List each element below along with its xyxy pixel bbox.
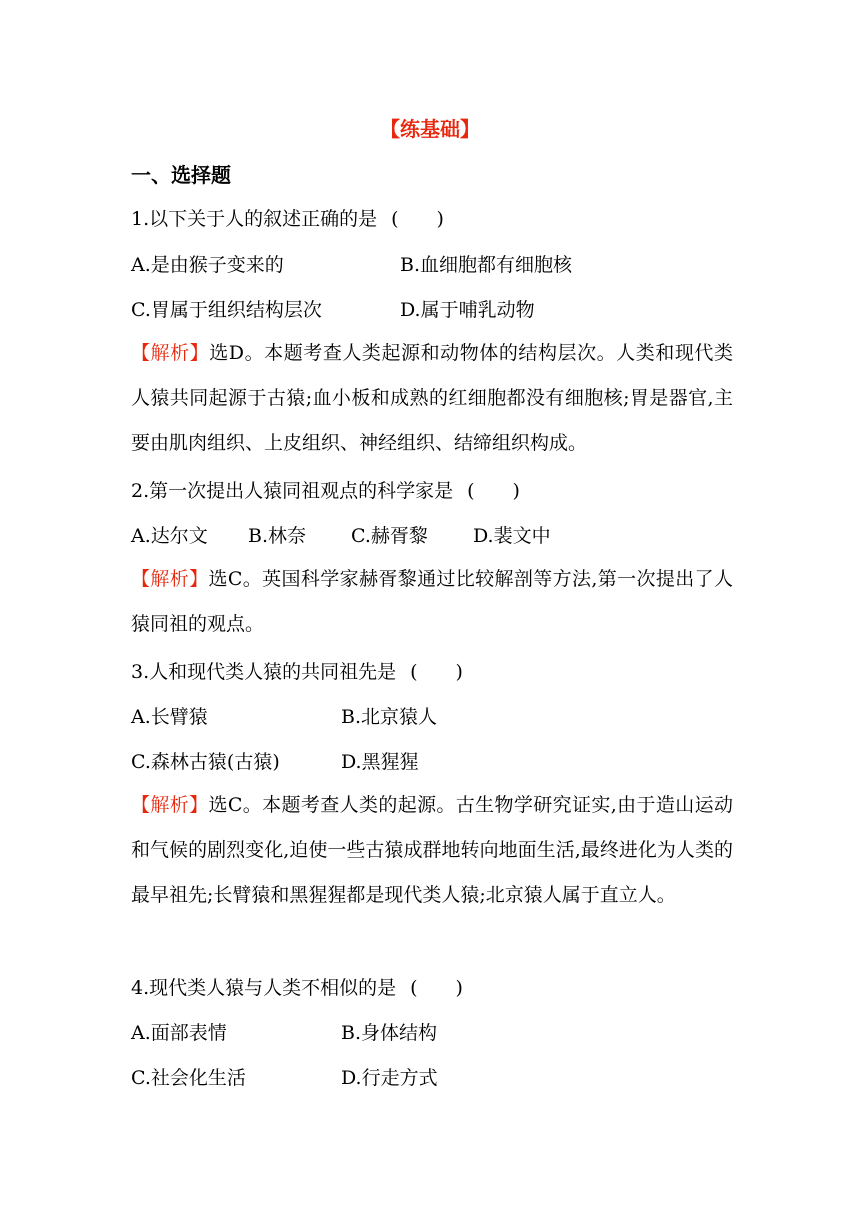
question-2-option-b: B.林奈 (248, 525, 307, 547)
analysis-label: 【解析】 (131, 568, 209, 590)
question-3-analysis: 【解析】选C。本题考查人类的起源。古生物学研究证实,由于造山运动和气候的剧烈变化,迫使一些古猿成群地转向地面生活,最终进化为人类的最早祖先;长臂猿和黑猩猩都是现代类人猿;北京猿人属于直立人。 (131, 794, 733, 906)
question-2-option-c: C.赫胥黎 (351, 525, 428, 547)
question-3-option-b: B.北京猿人 (341, 706, 438, 728)
question-4-option-b: B.身体结构 (341, 1022, 438, 1044)
question-4-option-c: C.社会化生活 (131, 1067, 246, 1089)
analysis-label: 【解析】 (131, 794, 209, 816)
question-2-analysis: 【解析】选C。英国科学家赫胥黎通过比较解剖等方法,第一次提出了人猿同祖的观点。 (131, 568, 733, 635)
page-heading: 【练基础】 (380, 117, 480, 141)
question-2-option-a: A.达尔文 (131, 525, 208, 547)
question-3-option-c: C.森林古猿(古猿) (131, 751, 280, 773)
question-1-option-c: C.胃属于组织结构层次 (131, 299, 322, 321)
question-3-option-a: A.长臂猿 (131, 706, 208, 728)
question-1-option-a: A.是由猴子变来的 (131, 254, 284, 276)
section-title: 一、选择题 (131, 163, 231, 187)
question-3-option-d: D.黑猩猩 (341, 751, 419, 773)
question-2-option-d: D.裴文中 (473, 525, 551, 547)
question-1-option-d: D.属于哺乳动物 (400, 299, 535, 321)
question-1-option-b: B.血细胞都有细胞核 (400, 254, 573, 276)
analysis-label: 【解析】 (131, 342, 210, 364)
question-2-stem: 2.第一次提出人猿同祖观点的科学家是 ( ) (131, 480, 520, 502)
question-1-analysis: 【解析】选D。本题考查人类起源和动物体的结构层次。人类和现代类人猿共同起源于古猿;血小板和成熟的红细胞都没有细胞核;胃是器官,主要由肌肉组织、上皮组织、神经组织、结缔组织构成。 (131, 342, 733, 454)
question-3-stem: 3.人和现代类人猿的共同祖先是 ( ) (131, 661, 463, 683)
question-4-option-a: A.面部表情 (131, 1022, 227, 1044)
question-4-option-d: D.行走方式 (341, 1067, 438, 1089)
question-1-stem: 1.以下关于人的叙述正确的是 ( ) (131, 208, 444, 230)
question-4-stem: 4.现代类人猿与人类不相似的是 ( ) (131, 977, 463, 999)
